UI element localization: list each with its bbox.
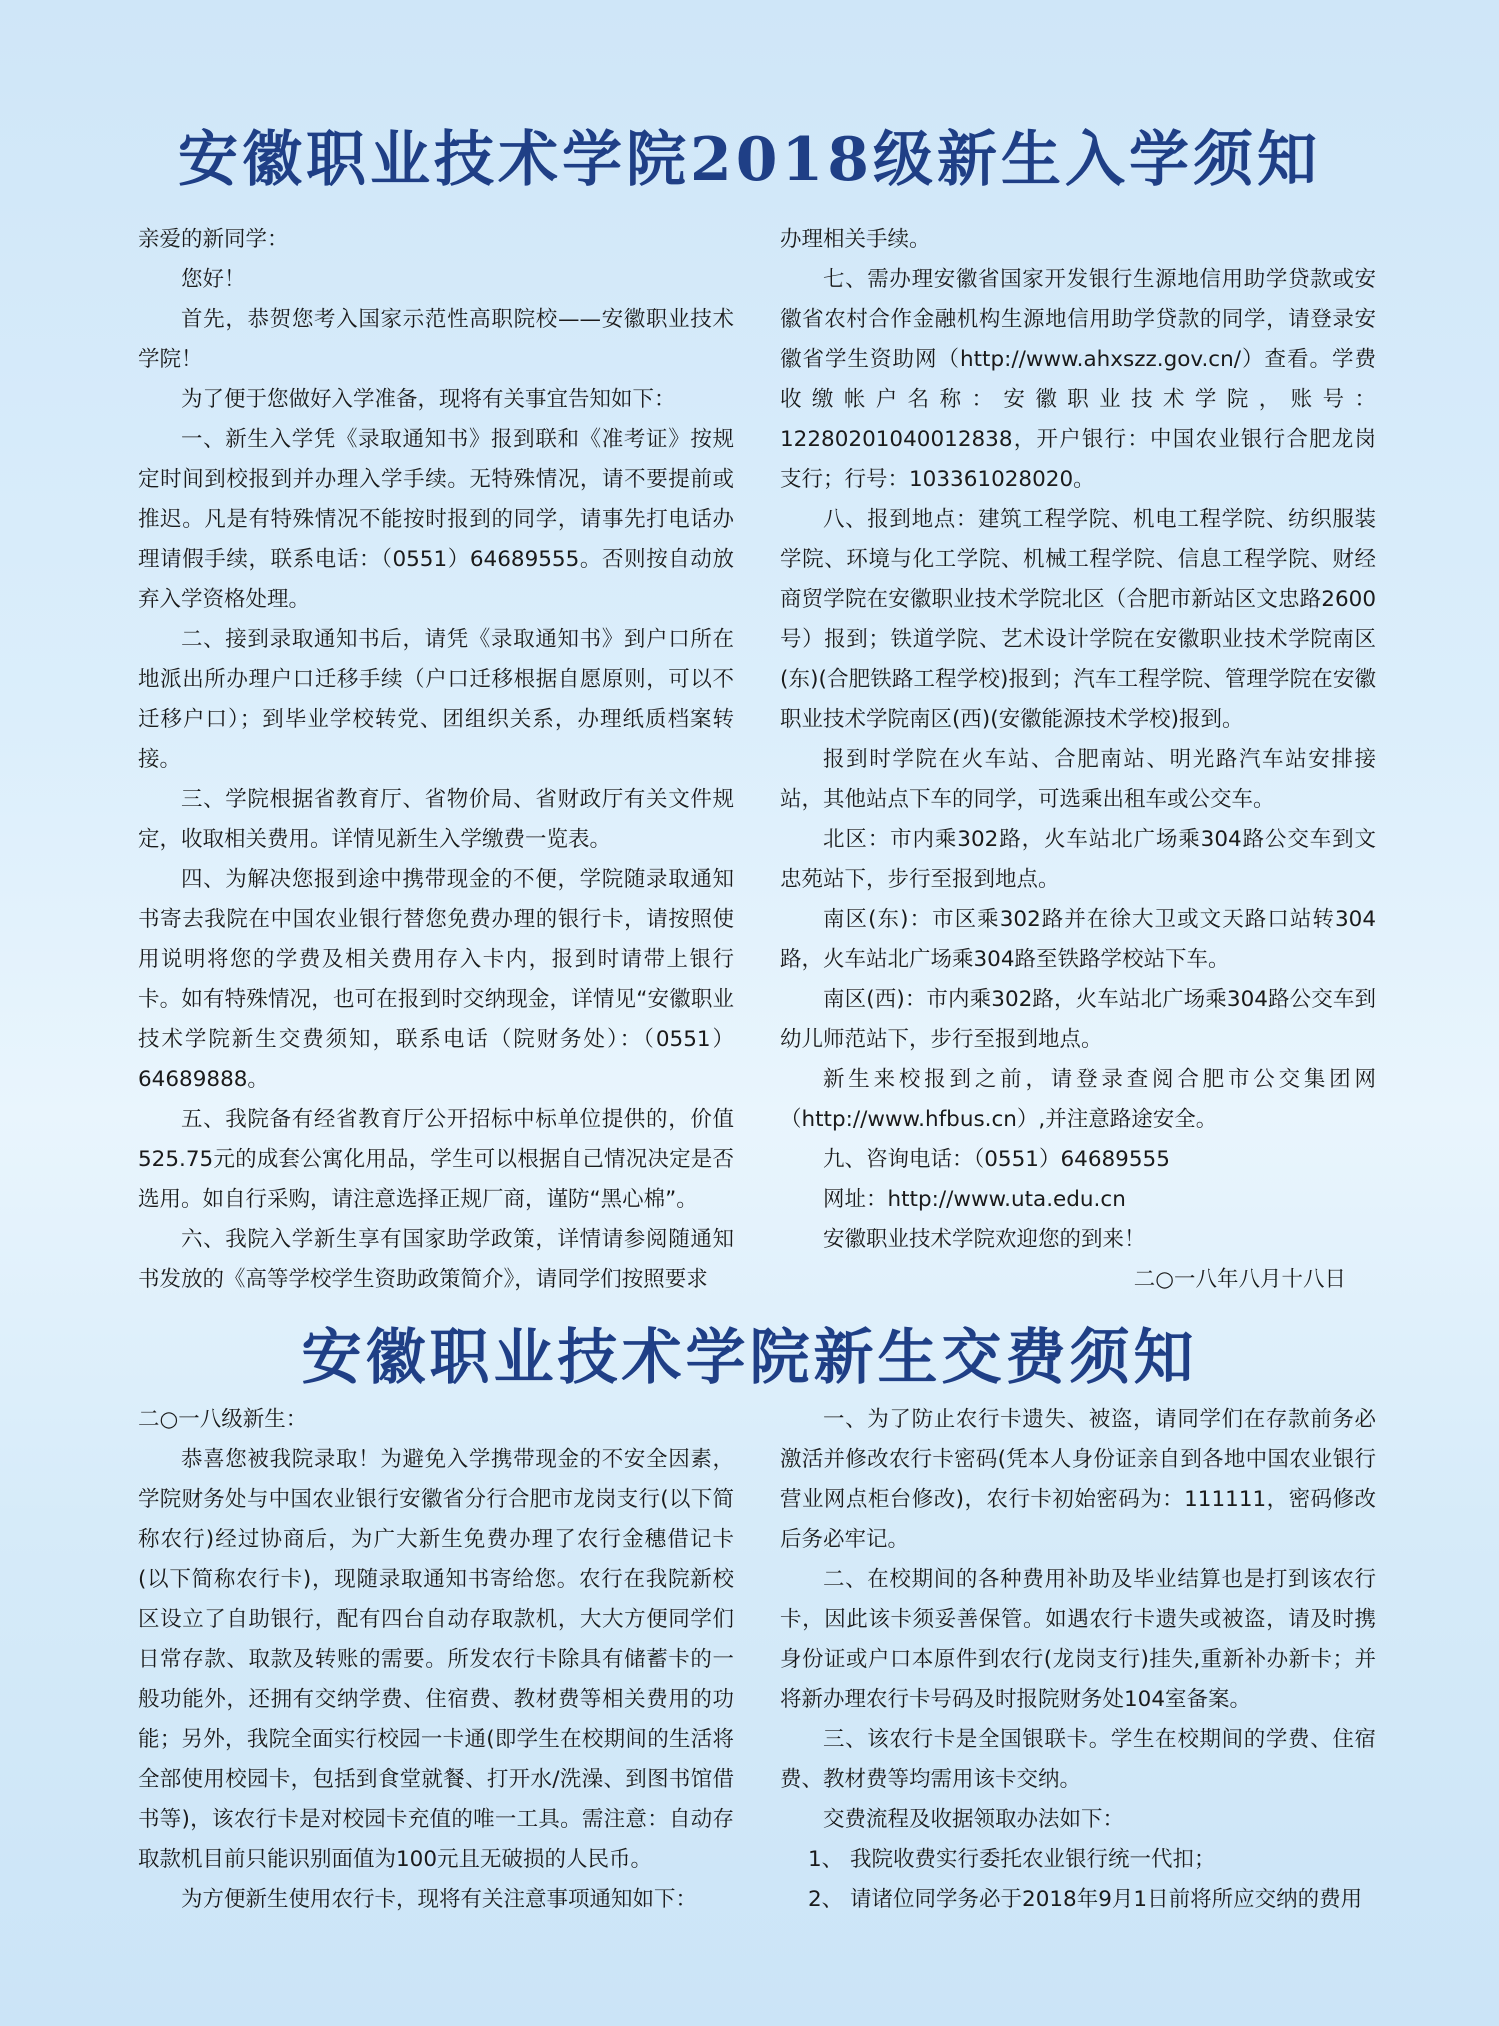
paragraph: 恭喜您被我院录取！为避免入学携带现金的不安全因素，学院财务处与中国农业银行安徽省分行合肥市龙岗支行(以下简称农行)经过协商后，为广大新生免费办理了农行金穗借记卡(以下简称农行卡)，现随录取通知书寄给您。农行在我院新校区设立了自助银行，配有四台自动存取款机，大大方便同学们日常存款、取款及转账的需要。所发农行卡除具有储蓄卡的一般功能外，还拥有交纳学费、住宿费、教材费等相关费用的功能；另外，我院全面实行校园一卡通(即学生在校期间的生活将全部使用校园卡，包括到食堂就餐、打开水/洗澡、到图书馆借书等)，该农行卡是对校园卡充值的唯一工具。需注意：自动存取款机目前只能识别面值为100元且无破损的人民币。 <box>138 1447 734 1872</box>
notice2-column-right <box>780 1400 1376 1920</box>
website: 网址：http://www.uta.edu.cn <box>823 1187 1126 1212</box>
paragraph: 二、在校期间的各种费用补助及毕业结算也是打到该农行卡，因此该卡须妥善保管。如遇农行卡遗失或被盗，请及时携身份证或户口本原件到农行(龙岗支行)挂失,重新补办新卡；并将新办理农行卡号码及时报院财务处104室备案。 <box>780 1567 1376 1712</box>
paragraph: 南区(西)：市内乘302路，火车站北广场乘304路公交车到幼儿师范站下，步行至报到地点。 <box>780 987 1376 1052</box>
paragraph: 七、需办理安徽省国家开发银行生源地信用助学贷款或安徽省农村合作金融机构生源地信用助学贷款的同学，请登录安徽省学生资助网（http://www.ahxszz.gov.cn/）查看。学费收缴帐户名称：安徽职业技术学院，账号：12280201040012838，开户银行：中国农业银行合肥龙岗支行；行号：103361028020。 <box>780 267 1376 492</box>
notice2-column-left <box>138 1400 734 1920</box>
notice1-column-right <box>780 220 1376 1300</box>
paragraph: 办理相关手续。 <box>780 227 931 252</box>
paragraph: 六、我院入学新生享有国家助学政策，详情请参阅随通知书发放的《高等学校学生资助政策简介》，请同学们按照要求 <box>138 1227 734 1292</box>
notice2-title: 安徽职业技术学院新生交费须知 <box>301 1323 1198 1393</box>
paragraph: 首先，恭贺您考入国家示范性高职院校——安徽职业技术学院！ <box>138 307 734 372</box>
paragraph: 报到时学院在火车站、合肥南站、明光路汽车站安排接站，其他站点下车的同学，可选乘出租车或公交车。 <box>780 747 1376 812</box>
paragraph: 为方便新生使用农行卡，现将有关注意事项通知如下： <box>181 1887 698 1912</box>
paragraph: 二、接到录取通知书后，请凭《录取通知书》到户口所在地派出所办理户口迁移手续（户口迁移根据自愿原则，可以不迁移户口）；到毕业学校转党、团组织关系，办理纸质档案转接。 <box>138 627 734 772</box>
paragraph: 三、该农行卡是全国银联卡。学生在校期间的学费、住宿费、教材费等均需用该卡交纳。 <box>780 1727 1376 1792</box>
paragraph: 南区(东)：市区乘302路并在徐大卫或文天路口站转304路，火车站北广场乘304路至铁路学校站下车。 <box>780 907 1376 972</box>
paragraph: 一、为了防止农行卡遗失、被盗，请同学们在存款前务必激活并修改农行卡密码(凭本人身份证亲自到各地中国农业银行营业网点柜台修改)，农行卡初始密码为：111111，密码修改后务必牢记。 <box>780 1407 1376 1552</box>
paragraph: 亲爱的新同学： <box>138 227 289 252</box>
paragraph: 您好！ <box>181 267 246 292</box>
notice-date: 二○一八年八月十八日 <box>1133 1267 1346 1292</box>
list-item: 1、 我院收费实行委托农业银行统一代扣； <box>808 1847 1216 1872</box>
notice1-column-left <box>138 220 734 1300</box>
list-item: 2、 请诸位同学务必于2018年9月1日前将所应交纳的费用 <box>808 1887 1363 1912</box>
notice1-title: 安徽职业技术学院2018级新生入学须知 <box>178 125 1321 195</box>
paragraph: 四、为解决您报到途中携带现金的不便，学院随录取通知书寄去我院在中国农业银行替您免费办理的银行卡，请按照使用说明将您的学费及相关费用存入卡内，报到时请带上银行卡。如有特殊情况，也可在报到时交纳现金，详情见“安徽职业技术学院新生交费须知，联系电话（院财务处）：（0551）64689888。 <box>138 867 734 1092</box>
paragraph: 为了便于您做好入学准备，现将有关事宜告知如下： <box>181 387 676 412</box>
paragraph: 五、我院备有经省教育厅公开招标中标单位提供的，价值525.75元的成套公寓化用品，学生可以根据自己情况决定是否选用。如自行采购，请注意选择正规厂商，谨防“黑心棉”。 <box>138 1107 734 1212</box>
paragraph: 二○一八级新生： <box>138 1407 308 1432</box>
paragraph: 交费流程及收据领取办法如下： <box>823 1807 1125 1832</box>
paragraph: 北区：市内乘302路，火车站北广场乘304路公交车到文忠苑站下，步行至报到地点。 <box>780 827 1376 892</box>
welcome-line: 安徽职业技术学院欢迎您的到来！ <box>823 1227 1146 1252</box>
paragraph: 三、学院根据省教育厅、省物价局、省财政厅有关文件规定，收取相关费用。详情见新生入学缴费一览表。 <box>138 787 734 852</box>
paragraph: 一、新生入学凭《录取通知书》报到联和《准考证》按规定时间到校报到并办理入学手续。无特殊情况，请不要提前或推迟。凡是有特殊情况不能按时报到的同学，请事先打电话办理请假手续，联系电话：（0551）64689555。否则按自动放弃入学资格处理。 <box>138 427 734 612</box>
consult-phone: 九、咨询电话：（0551）64689555 <box>823 1147 1170 1172</box>
paragraph: 新生来校报到之前，请登录查阅合肥市公交集团网（http://www.hfbus.cn）,并注意路途安全。 <box>780 1067 1376 1132</box>
paragraph: 八、报到地点：建筑工程学院、机电工程学院、纺织服装学院、环境与化工学院、机械工程学院、信息工程学院、财经商贸学院在安徽职业技术学院北区（合肥市新站区文忠路2600号）报到；铁道学院、艺术设计学院在安徽职业技术学院南区(东)(合肥铁路工程学校)报到；汽车工程学院、管理学院在安徽职业技术学院南区(西)(安徽能源技术学校)报到。 <box>780 507 1376 732</box>
